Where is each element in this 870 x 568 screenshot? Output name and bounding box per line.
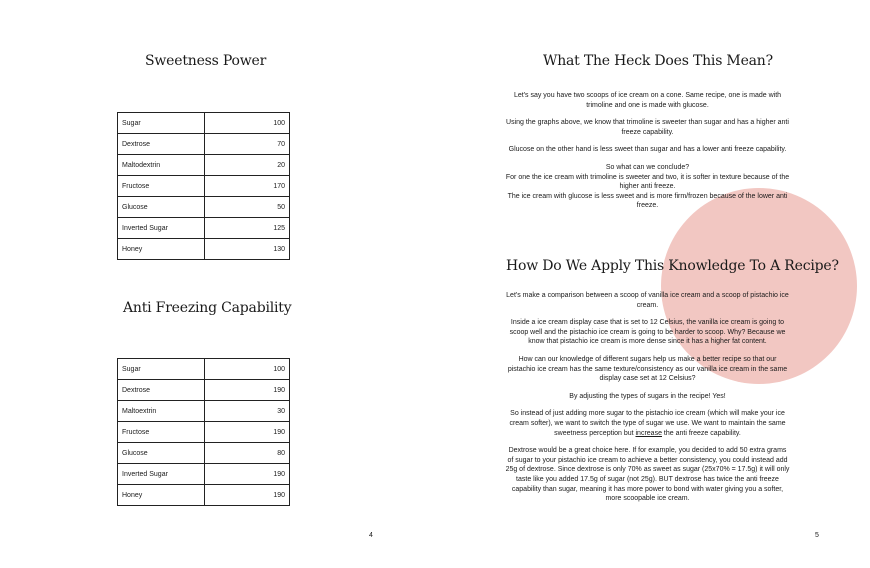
paragraph: Inside a ice cream display case that is set to 12 Celsius, the vanilla ice cream is going to scoop well and the pistachio ice cream is going to be harder to scoop. Why? Because we know that pistachio ice cream is more dense since it has a higher fat content. — [509, 319, 786, 346]
maltoextrin-value-cell: 30 — [205, 401, 290, 422]
table-row — [118, 239, 290, 260]
sugar-value-cell: 100 — [205, 359, 290, 380]
paragraph: Dextrose would be a great choice here. If for example, you decided to add 50 extra grams of sugar to your pistachio ice cream to achieve a better consistency, you could instead add 25g of dextrose. Since dextrose is only 70% as sweet as sugar (25x70% = 17.5g) it will only taste like you added 17.5g of sugar (not 25g). BUT dextrose has twice the anti freeze capability than sugar, meaning it has more power to bond with water giving you a softer, more scoopable ice cream. — [505, 447, 790, 503]
what-does-this-mean-title: What The Heck Does This Mean? — [543, 53, 773, 69]
conclusion-line: For one the ice cream with trimoline is sweeter and two, it is softer in texture because of the higher anti freeze. — [505, 173, 790, 191]
table-row — [118, 113, 290, 134]
honey-value-cell: 130 — [205, 239, 290, 260]
conclusion-question: So what can we conclude? — [605, 163, 690, 171]
sugar-name-cell: Sugar — [118, 113, 205, 134]
table-row — [118, 443, 290, 464]
page-number: 5 — [815, 532, 819, 539]
sugar-name-cell: Sugar — [118, 359, 205, 380]
inverted-sugar-name-cell: Inverted Sugar — [118, 218, 205, 239]
glucose-value-cell: 50 — [205, 197, 290, 218]
page-number: 4 — [369, 532, 373, 539]
table-row — [118, 197, 290, 218]
dextrose-name-cell: Dextrose — [118, 134, 205, 155]
how-section-body — [505, 291, 790, 512]
maltoextrin-name-cell: Maltoextrin — [118, 401, 205, 422]
honey-value-cell: 190 — [205, 485, 290, 506]
paragraph — [505, 409, 790, 438]
sweetness-power-title: Sweetness Power — [145, 53, 267, 69]
anti-freezing-title: Anti Freezing Capability — [123, 300, 292, 316]
text-run: So instead of just adding more sugar to the pistachio ice cream (which will make your ice cream softer), we want to switch the type of sugar we use. We want to maintain the same sweetness perception but — [509, 410, 786, 437]
paragraph — [505, 163, 790, 211]
table-row — [118, 464, 290, 485]
table-row — [118, 401, 290, 422]
inverted-sugar-name-cell: Inverted Sugar — [118, 464, 205, 485]
glucose-name-cell: Glucose — [118, 443, 205, 464]
fructose-value-cell: 190 — [205, 422, 290, 443]
honey-name-cell: Honey — [118, 239, 205, 260]
how-to-apply-title: How Do We Apply This Knowledge To A Recipe? — [506, 258, 839, 274]
fructose-name-cell: Fructose — [118, 176, 205, 197]
inverted-sugar-value-cell: 190 — [205, 464, 290, 485]
fructose-value-cell: 170 — [205, 176, 290, 197]
table-row — [118, 218, 290, 239]
paragraph: Glucose on the other hand is less sweet than sugar and has a lower anti freeze capability. — [508, 146, 787, 154]
paragraph: By adjusting the types of sugars in the recipe! Yes! — [569, 392, 726, 400]
inverted-sugar-value-cell: 125 — [205, 218, 290, 239]
paragraph: Let's make a comparison between a scoop of vanilla ice cream and a scoop of pistachio ice cream. — [506, 292, 789, 309]
text-run: the anti freeze capability. — [661, 429, 741, 437]
glucose-value-cell: 80 — [205, 443, 290, 464]
honey-name-cell: Honey — [118, 485, 205, 506]
maltodextrin-name-cell: Maltodextrin — [118, 155, 205, 176]
fructose-name-cell: Fructose — [118, 422, 205, 443]
paragraph: Using the graphs above, we know that trimoline is sweeter than sugar and has a higher anti freeze capability. — [506, 119, 789, 136]
sugar-value-cell: 100 — [205, 113, 290, 134]
table-row — [118, 155, 290, 176]
paragraph: How can our knowledge of different sugars help us make a better recipe so that our pistachio ice cream has the same texture/consistency as our vanilla ice cream in the same display case set at 12 Celsius? — [507, 355, 788, 383]
right-page — [435, 0, 870, 568]
anti-freezing-table — [117, 358, 290, 506]
underlined-word: increase — [635, 429, 662, 437]
table-row — [118, 359, 290, 380]
table-row — [118, 176, 290, 197]
table-row — [118, 380, 290, 401]
table-row — [118, 134, 290, 155]
glucose-name-cell: Glucose — [118, 197, 205, 218]
table-row — [118, 422, 290, 443]
conclusion-line: The ice cream with glucose is less sweet and is more firm/frozen because of the lower anti freeze. — [507, 192, 788, 210]
table-row — [118, 485, 290, 506]
what-section-body — [505, 91, 790, 219]
dextrose-value-cell: 70 — [205, 134, 290, 155]
sweetness-table — [117, 112, 290, 260]
paragraph: Let's say you have two scoops of ice cream on a cone. Same recipe, one is made with trimoline and one is made with glucose. — [513, 92, 782, 109]
dextrose-value-cell: 190 — [205, 380, 290, 401]
maltodextrin-value-cell: 20 — [205, 155, 290, 176]
dextrose-name-cell: Dextrose — [118, 380, 205, 401]
